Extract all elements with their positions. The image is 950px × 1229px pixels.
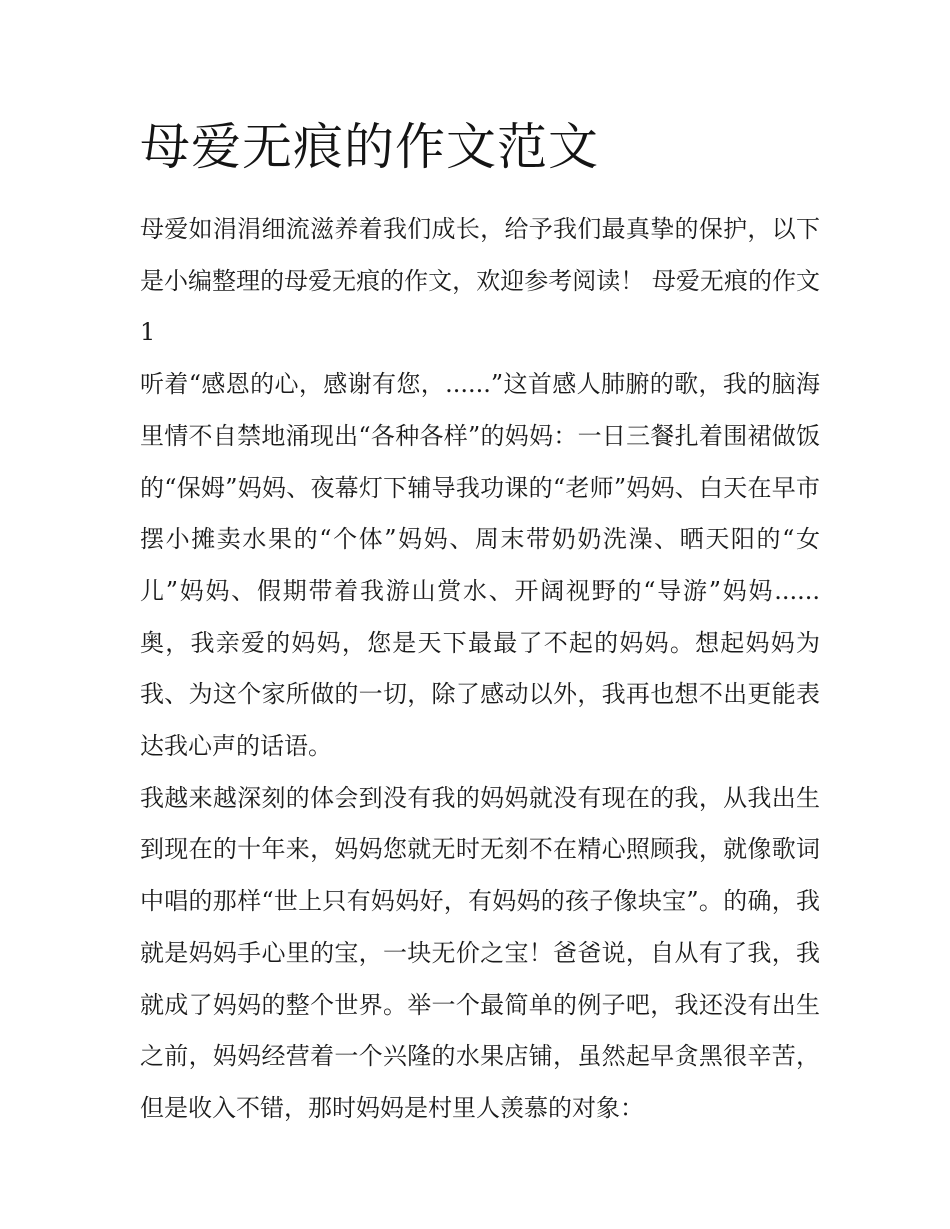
document-content <box>140 112 820 1135</box>
intro-paragraph: 母爱如涓涓细流滋养着我们成长，给予我们最真挚的保护，以下是小编整理的母爱无痕的作文，欢迎参考阅读！ 母爱无痕的作文1 <box>140 215 820 347</box>
body-paragraph: 我越来越深刻的体会到没有我的妈妈就没有现在的我，从我出生到现在的十年来，妈妈您就无时无刻不在精心照顾我，就像歌词中唱的那样“世上只有妈妈好，有妈妈的孩子像块宝”。的确，我就是妈妈手心里的宝，一块无价之宝！爸爸说，自从有了我，我就成了妈妈的整个世界。举一个最简单的例子吧，我还没有出生之前，妈妈经营着一个兴隆的水果店铺，虽然起早贪黑很辛苦，但是收入不错，那时妈妈是村里人羡慕的对象： <box>140 783 820 1122</box>
document-body <box>140 204 820 1135</box>
document-title: 母爱无痕的作文范文 <box>140 118 599 176</box>
body-paragraph: 听着“感恩的心，感谢有您，......”这首感人肺腑的歌，我的脑海里情不自禁地涌现出“各种各样”的妈妈：一日三餐扎着围裙做饭的“保姆”妈妈、夜幕灯下辅导我功课的“老师”妈妈、白天在早市摆小摊卖水果的“个体”妈妈、周末带奶奶洗澡、晒天阳的“女儿”妈妈、假期带着我游山赏水、开阔视野的“导游”妈妈......奥，我亲爱的妈妈，您是天下最最了不起的妈妈。想起妈妈为我、为这个家所做的一切，除了感动以外，我再也想不出更能表达我心声的话语。 <box>140 370 820 761</box>
